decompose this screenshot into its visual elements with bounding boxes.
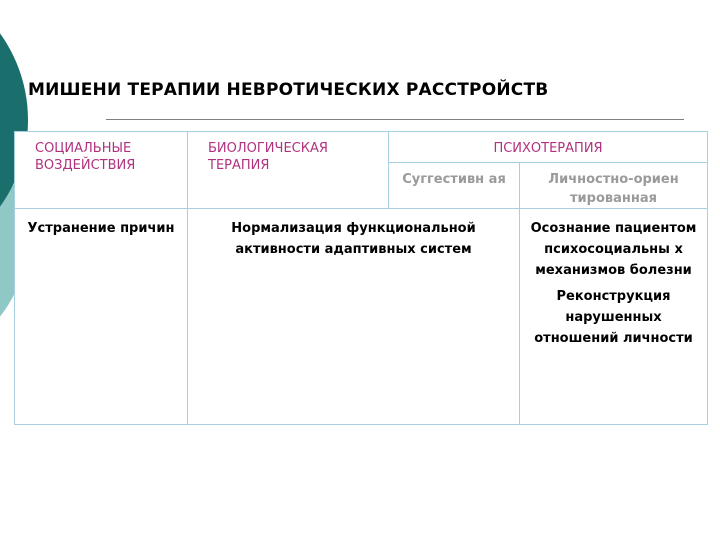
header-social: СОЦИАЛЬНЫЕ ВОЗДЕЙСТВИЯ <box>15 132 188 209</box>
cell-biological-target: Нормализация функциональной активности адаптивных систем <box>188 209 520 425</box>
subheader-suggestive: Суггестивн ая <box>389 163 520 209</box>
psychotherapy-target-awareness: Осознание пациентом психосоциальны х механизмов болезни <box>530 221 697 278</box>
targets-row <box>15 209 708 425</box>
header-biological: БИОЛОГИЧЕСКАЯ ТЕРАПИЯ <box>188 132 389 209</box>
cell-psychotherapy-targets <box>520 209 708 425</box>
header-psychotherapy: ПСИХОТЕРАПИЯ <box>389 132 708 163</box>
therapy-targets-table <box>14 131 708 425</box>
subheader-personality: Личностно-ориен тированная <box>520 163 708 209</box>
slide-title: МИШЕНИ ТЕРАПИИ НЕВРОТИЧЕСКИХ РАССТРОЙСТВ <box>28 80 549 100</box>
header-row <box>15 132 708 163</box>
psychotherapy-target-reconstruction: Реконструкция нарушенных отношений личности <box>534 289 693 346</box>
title-underline <box>106 119 684 120</box>
cell-social-target: Устранение причин <box>15 209 188 425</box>
